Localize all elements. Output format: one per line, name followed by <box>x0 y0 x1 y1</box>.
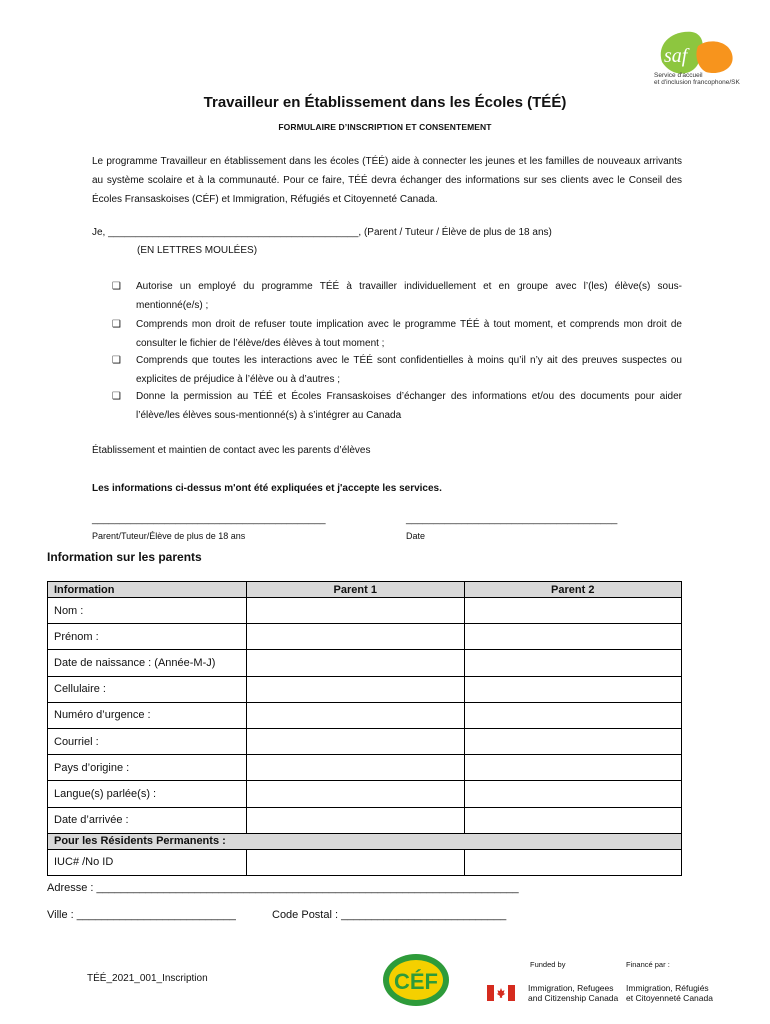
parent1-cell[interactable] <box>247 728 465 754</box>
permanent-residents-heading: Pour les Résidents Permanents : <box>48 833 682 849</box>
page-title: Travailleur en Établissement dans les Écoles (TÉÉ) <box>203 94 567 111</box>
cef-logo <box>380 952 452 1008</box>
date-label: Date <box>406 531 426 541</box>
table-row <box>48 650 682 676</box>
parent2-cell[interactable] <box>464 728 682 754</box>
gov-en-line1: Immigration, Refugees <box>528 983 614 993</box>
parent1-cell[interactable] <box>247 781 465 807</box>
parent2-cell[interactable] <box>464 676 682 702</box>
parent2-cell[interactable] <box>464 598 682 624</box>
address-field[interactable]: Adresse : _____________________________________________________________________ <box>47 882 519 894</box>
page-subtitle: FORMULAIRE D’INSCRIPTION ET CONSENTEMENT <box>278 122 492 132</box>
parent1-cell[interactable] <box>247 624 465 650</box>
parent2-cell[interactable] <box>464 781 682 807</box>
signature-label: Parent/Tuteur/Élève de plus de 18 ans <box>92 531 246 541</box>
row-label-prenom: Prénom : <box>48 624 247 650</box>
row-label-cellphone: Cellulaire : <box>48 676 247 702</box>
table-row <box>48 676 682 702</box>
logo-caption-line1: Service d'accueil <box>654 72 703 79</box>
parent1-cell[interactable] <box>247 755 465 781</box>
parents-section-heading: Information sur les parents <box>47 550 202 564</box>
date-line[interactable]: ______________________________________ <box>406 514 618 525</box>
logo-caption <box>654 72 754 86</box>
consent-text-2: Comprends mon droit de refuser toute implication avec le programme TÉÉ à tout moment, et comprends mon droit de consulter le fichier de l’élève/des élèves à tout moment ; <box>136 319 682 349</box>
table-header-row <box>48 582 682 598</box>
parent2-cell[interactable] <box>464 755 682 781</box>
parents-table <box>47 581 682 876</box>
row-label-birthdate: Date de naissance : (Année-M-J) <box>48 650 247 676</box>
acceptance-statement: Les informations ci-dessus m'ont été expliquées et j'accepte les services. <box>92 483 442 494</box>
funded-by-label: Funded by <box>530 960 566 969</box>
parent2-cell[interactable] <box>464 849 682 875</box>
parent1-cell[interactable] <box>247 849 465 875</box>
consent-text-4: Donne la permission au TÉÉ et Écoles Fransaskoises d’échanger des informations et/ou des documents pour aider l’élève/les élèves sous-mentionné(s) à s’intégrer au Canada <box>136 391 682 421</box>
gov-name-english <box>528 983 618 1003</box>
row-label-languages: Langue(s) parlée(s) : <box>48 781 247 807</box>
consent-text-3: Comprends que toutes les interactions avec le TÉÉ sont confidentielles à moins qu’il n’y ait des preuves suspectes ou explicites de préjudice à l’élève ou à d’autres ; <box>136 355 682 385</box>
table-row <box>48 624 682 650</box>
consent-checkbox-1[interactable]: ❑ <box>112 281 121 292</box>
permanent-residents-row <box>48 833 682 849</box>
name-line: Je, _____________________________________________, (Parent / Tuteur / Élève de plus de 18 ans) <box>92 227 552 238</box>
table-row <box>48 702 682 728</box>
gov-name-french <box>626 983 713 1003</box>
column-header-parent2: Parent 2 <box>464 582 682 598</box>
gov-en-line2: and Citizenship Canada <box>528 993 619 1003</box>
canada-flag-icon <box>487 985 515 1001</box>
form-id: TÉÉ_2021_001_Inscription <box>87 973 208 984</box>
consent-checkbox-3[interactable]: ❑ <box>112 355 121 366</box>
parent2-cell[interactable] <box>464 807 682 833</box>
table-row <box>48 755 682 781</box>
row-label-emergency: Numéro d’urgence : <box>48 702 247 728</box>
table-row <box>48 849 682 875</box>
row-label-nom: Nom : <box>48 598 247 624</box>
row-label-email: Courriel : <box>48 728 247 754</box>
row-label-iuc: IUC# /No ID <box>48 849 247 875</box>
signature-line[interactable]: __________________________________________ <box>92 514 326 525</box>
parent2-cell[interactable] <box>464 702 682 728</box>
parent2-cell[interactable] <box>464 624 682 650</box>
parent1-cell[interactable] <box>247 702 465 728</box>
consent-checkbox-2[interactable]: ❑ <box>112 319 121 330</box>
consent-text-1: Autorise un employé du programme TÉÉ à travailler individuellement et en groupe avec l’(les) élève(s) sous-mentionné(e/s) ; <box>136 281 682 311</box>
logo-caption-line2: et d'inclusion francophone/SK <box>654 79 740 86</box>
gov-fr-line1: Immigration, Réfugiés <box>626 983 709 993</box>
parent1-cell[interactable] <box>247 807 465 833</box>
table-row <box>48 598 682 624</box>
consent-checkbox-4[interactable]: ❑ <box>112 391 121 402</box>
city-field[interactable]: Ville : __________________________ <box>47 909 236 921</box>
print-letters-note: (EN LETTRES MOULÉES) <box>137 245 258 256</box>
finance-par-label: Financé par : <box>626 960 670 969</box>
gov-fr-line2: et Citoyenneté Canada <box>626 993 713 1003</box>
parent1-cell[interactable] <box>247 676 465 702</box>
establishment-note: Établissement et maintien de contact avec les parents d’élèves <box>92 445 371 456</box>
row-label-arrival: Date d’arrivée : <box>48 807 247 833</box>
parent1-cell[interactable] <box>247 650 465 676</box>
parent2-cell[interactable] <box>464 650 682 676</box>
table-row <box>48 728 682 754</box>
cef-logo-text: CÉF <box>394 969 438 994</box>
table-row <box>48 807 682 833</box>
column-header-parent1: Parent 1 <box>247 582 465 598</box>
parent1-cell[interactable] <box>247 598 465 624</box>
postal-code-field[interactable]: Code Postal : ___________________________ <box>272 909 507 921</box>
svg-text:saf: saf <box>664 45 688 67</box>
column-header-information: Information <box>48 582 247 598</box>
intro-paragraph: Le programme Travailleur en établissement dans les écoles (TÉÉ) aide à connecter les jeunes et les familles de nouveaux arrivants au système scolaire et à la communauté. Pour ce faire, TÉÉ devra échanger des informations sur ses clients avec le Conseil des Écoles Fransaskoises (CÉF) et Immigration, Réfugiés et Citoyenneté Canada. <box>92 156 682 205</box>
row-label-country: Pays d’origine : <box>48 755 247 781</box>
table-row <box>48 781 682 807</box>
